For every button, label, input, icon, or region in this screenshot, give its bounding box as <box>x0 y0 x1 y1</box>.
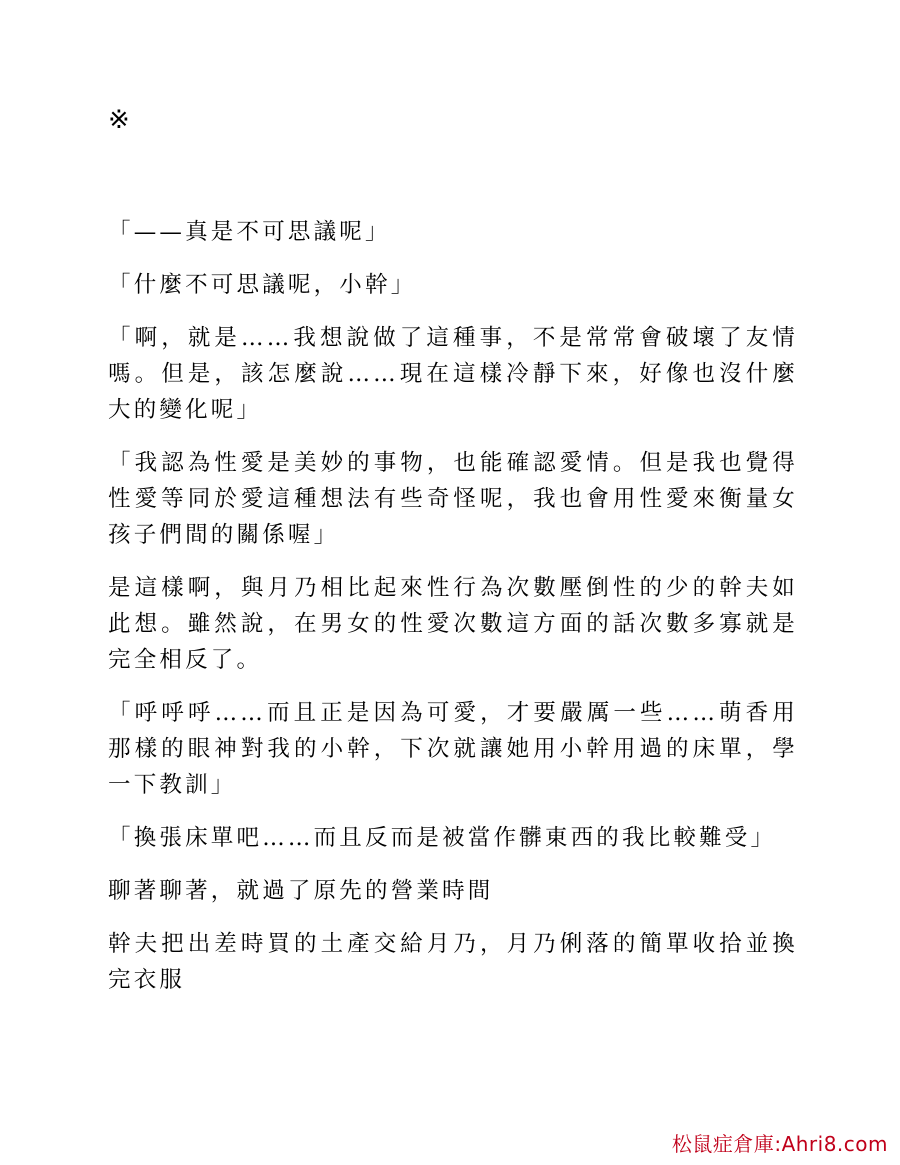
paragraph: 聊著聊著，就過了原先的營業時間 <box>108 878 494 904</box>
paragraph: 是這樣啊，與月乃相比起來性行為次數壓倒性的少的幹夫如此想。雖然說，在男女的性愛次數這方面的話次數多寡就是完全相反了。 <box>108 575 798 673</box>
document-body <box>108 214 798 1015</box>
paragraph: 「換張床單吧……而且反而是被當作髒東西的我比較難受」 <box>108 825 777 851</box>
paragraph: 「啊，就是……我想說做了這種事，不是常常會破壞了友情嗎。但是，該怎麼說……現在這樣冷靜下來，好像也沒什麼大的變化呢」 <box>108 325 798 423</box>
paragraph: 「我認為性愛是美妙的事物，也能確認愛情。但是我也覺得性愛等同於愛這種想法有些奇怪呢，我也會用性愛來衡量女孩子們間的關係喔」 <box>108 450 798 548</box>
paragraph: 「什麼不可思議呢，小幹」 <box>108 272 417 298</box>
paragraph: 幹夫把出差時買的土產交給月乃，月乃俐落的簡單收拾並換完衣服 <box>108 931 798 993</box>
section-mark: ※ <box>108 105 130 135</box>
paragraph: 「呼呼呼……而且正是因為可愛，才要嚴厲一些……萌香用那樣的眼神對我的小幹，下次就讓她用小幹用過的床單，學一下教訓」 <box>108 700 798 798</box>
watermark-footer: 松鼠症倉庫:Ahri8.com <box>671 1132 888 1156</box>
paragraph: 「——真是不可思議呢」 <box>108 219 391 245</box>
